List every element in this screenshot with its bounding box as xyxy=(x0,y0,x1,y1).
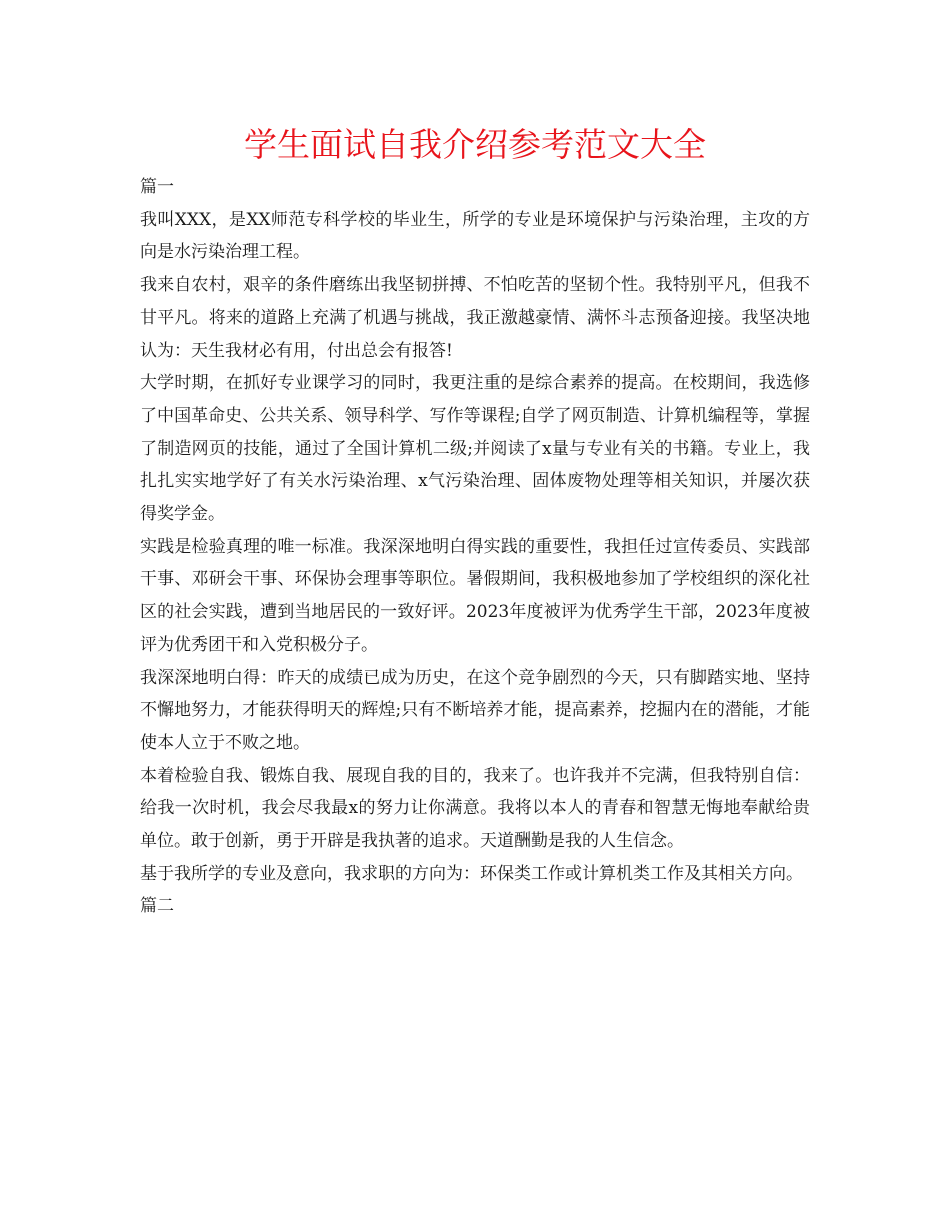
paragraph: 大学时期，在抓好专业课学习的同时，我更注重的是综合素养的提高。在校期间，我选修了中国革命史、公共关系、领导科学、写作等课程;自学了网页制造、计算机编程等，掌握了制造网页的技能，通过了全国计算机二级;并阅读了x量与专业有关的书籍。专业上，我扎扎实实地学好了有关水污染治理、x气污染治理、固体废物处理等相关知识，并屡次获得奖学金。 xyxy=(140,373,810,525)
document-page xyxy=(140,120,810,923)
section-2 xyxy=(140,890,810,923)
paragraph: 基于我所学的专业及意向，我求职的方向为：环保类工作或计算机类工作及其相关方向。 xyxy=(140,863,803,884)
paragraph: 本着检验自我、锻炼自我、展现自我的目的，我来了。也许我并不完满，但我特别自信：给我一次时机，我会尽我最x的努力让你满意。我将以本人的青春和智慧无悔地奉献给贵单位。敢于创新，勇于开辟是我执著的追求。天道酬勤是我的人生信念。 xyxy=(140,765,810,852)
paragraph: 我深深地明白得：昨天的成绩已成为历史，在这个竞争剧烈的今天，只有脚踏实地、坚持不懈地努力，才能获得明天的辉煌;只有不断培养才能，提高素养，挖掘内在的潜能，才能使本人立于不败之地。 xyxy=(140,667,810,753)
paragraph: 我叫XXX，是XX师范专科学校的毕业生，所学的专业是环境保护与污染治理，主攻的方向是水污染治理工程。 xyxy=(140,209,810,263)
paragraph: 实践是检验真理的唯一标准。我深深地明白得实践的重要性，我担任过宣传委员、实践部干事、邓研会干事、环保协会理事等职位。暑假期间，我积极地参加了学校组织的深化社区的社会实践，遭到当地居民的一致好评。2023年度被评为优秀学生干部，2023年度被评为优秀团干和入党积极分子。 xyxy=(140,536,810,655)
section-heading: 篇二 xyxy=(140,896,174,917)
document-title: 学生面试自我介绍参考范文大全 xyxy=(244,125,706,164)
paragraph: 我来自农村，艰辛的条件磨练出我坚韧拼搏、不怕吃苦的坚韧个性。我特别平凡，但我不甘平凡。将来的道路上充满了机遇与挑战，我正激越豪情、满怀斗志预备迎接。我坚决地认为：天生我材必有用，付出总会有报答! xyxy=(140,275,810,361)
section-1 xyxy=(140,171,810,890)
section-heading: 篇一 xyxy=(140,177,174,197)
